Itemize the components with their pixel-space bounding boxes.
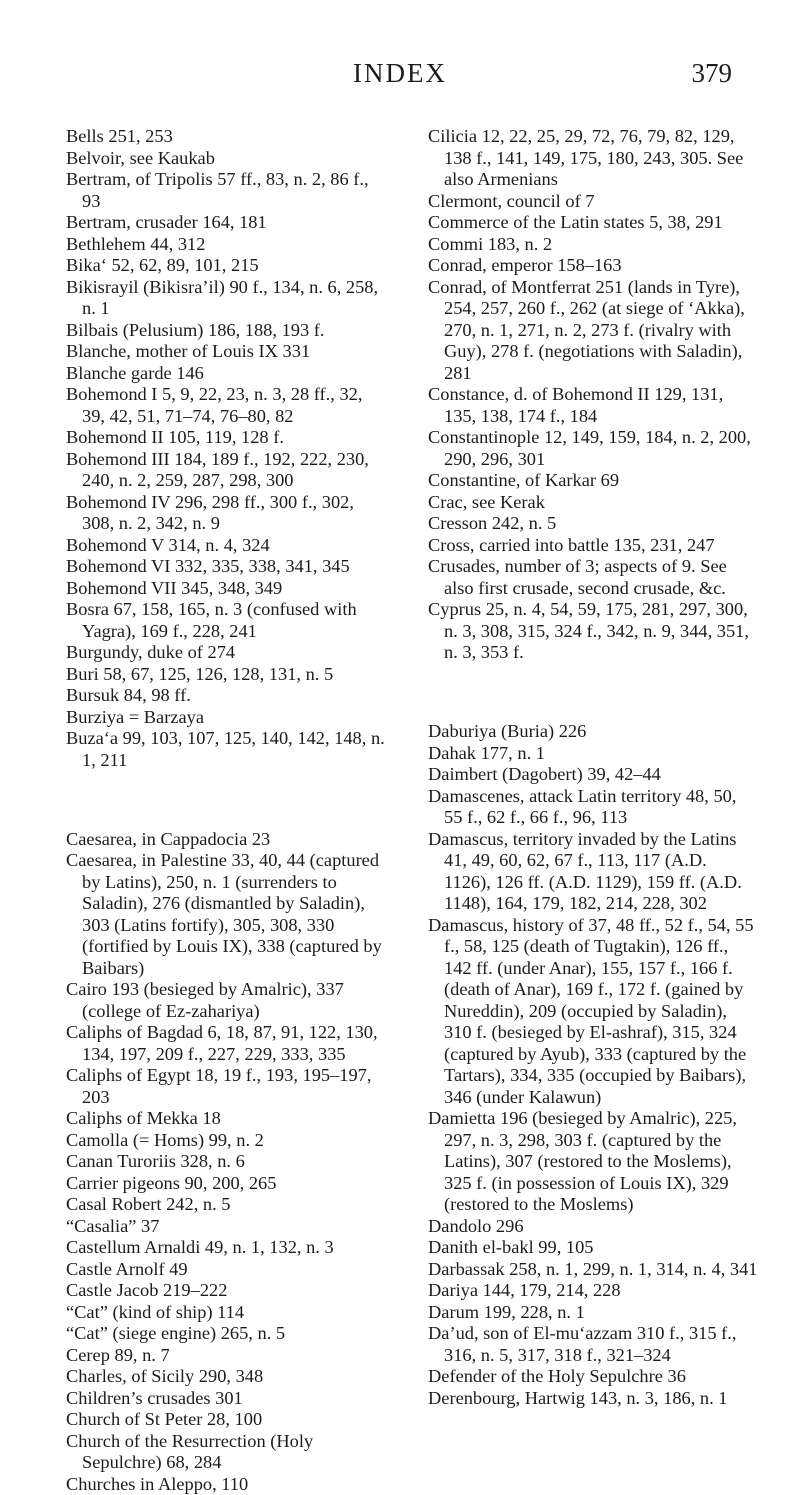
index-entry: Constantine, of Karkar 69 [428, 470, 620, 490]
index-entry: Bohemond IV 296, 298 ff., 300 f., 302, 308, n. 2, 342, n. 9 [66, 491, 354, 533]
index-entry: Cyprus 25, n. 4, 54, 59, 175, 281, 297, 300, n. 3, 308, 315, 324 f., 342, n. 9, 344, 351, n. 3, 353 f. [428, 599, 749, 662]
page-number: 379 [691, 58, 732, 88]
index-entry: Bohemond II 105, 119, 128 f. [66, 427, 284, 447]
index-heading: INDEX [353, 58, 447, 88]
index-entry: Bikisrayil (Bikisra’il) 90 f., 134, n. 6, 258, n. 1 [66, 276, 379, 318]
index-entry: Caliphs of Mekka 18 [66, 1108, 221, 1129]
index-entry: Blanche, mother of Louis IX 331 [66, 341, 311, 361]
index-entry: Crac, see Kerak [428, 491, 545, 512]
index-entry: Bika‘ 52, 62, 89, 101, 215 [66, 255, 259, 275]
index-entry: Canan Turoriis 328, n. 6 [66, 1151, 245, 1172]
index-entry: Buri 58, 67, 125, 126, 128, 131, n. 5 [66, 663, 334, 684]
index-entry: Damascus, history of 37, 48 ff., 52 f., 54, 55 f., 58, 125 (death of Tugtakin), 126 ff., 142 ff. (under Anar), 155, 157 f., 166 f. (death of Anar), 169 f., 172 f. (gained by Nureddin), 209 (occupied by Saladin), 310 f. (besieged by El-ashraf), 315, 324 (captured by Ayub), 333 (captured by the Tartars), 334, 335 (occupied by Baibars), 346 (under Kalawun) [428, 914, 754, 1107]
index-entry: Clermont, council of 7 [428, 190, 595, 211]
index-entry: Caesarea, in Palestine 33, 40, 44 (captured by Latins), 250, n. 1 (surrenders to Saladin), 276 (dismantled by Saladin), 303 (Latins fortify), 305, 308, 330 (fortified by Louis IX), 338 (captured by Baibars) [66, 850, 382, 978]
index-entry: Danith el-bakl 99, 105 [428, 1237, 594, 1258]
index-entry: Castellum Arnaldi 49, n. 1, 132, n. 3 [66, 1237, 334, 1258]
index-entry: Cilicia 12, 22, 25, 29, 72, 76, 79, 82, 129, 138 f., 141, 149, 175, 180, 243, 305. See also Armenians [428, 126, 744, 189]
index-entry: Buza‘a 99, 103, 107, 125, 140, 142, 148, n. 1, 211 [66, 728, 385, 770]
index-entry: Children’s crusades 301 [66, 1387, 243, 1408]
index-entry: Bohemond V 314, n. 4, 324 [66, 534, 270, 555]
index-entry: Da’ud, son of El-mu‘azzam 310 f., 315 f., 316, n. 5, 317, 318 f., 321–324 [428, 1323, 737, 1365]
index-entry: Churches in Aleppo, 110 [66, 1473, 249, 1494]
index-entry: Bohemond III 184, 189 f., 192, 222, 230, 240, n. 2, 259, 287, 298, 300 [66, 448, 369, 490]
index-entry: Belvoir, see Kaukab [66, 147, 215, 168]
index-entry: Bosra 67, 158, 165, n. 3 (confused with Yagra), 169 f., 228, 241 [66, 599, 357, 641]
index-entry: Charles, of Sicily 290, 348 [66, 1366, 264, 1387]
index-entry: Bethlehem 44, 312 [66, 233, 206, 254]
index-entry: Bells 251, 253 [66, 126, 173, 146]
index-entry: “Cat” (siege engine) 265, n. 5 [66, 1323, 286, 1344]
index-entry: Darbassak 258, n. 1, 299, n. 1, 314, n. 4, 341 [428, 1258, 758, 1279]
index-entry: Cairo 193 (besieged by Amalric), 337 (college of Ez-zahariya) [66, 979, 344, 1021]
index-entry: Bilbais (Pelusium) 186, 188, 193 f. [66, 319, 325, 340]
index-entry: Bertram, crusader 164, 181 [66, 212, 267, 232]
index-entry: Constantinople 12, 149, 159, 184, n. 2, 200, 290, 296, 301 [428, 427, 751, 469]
index-entry: Bertram, of Tripolis 57 ff., 83, n. 2, 86 f., 93 [66, 169, 369, 211]
index-entry: Caliphs of Bagdad 6, 18, 87, 91, 122, 130, 134, 197, 209 f., 227, 229, 333, 335 [66, 1022, 378, 1064]
index-entry: Defender of the Holy Sepulchre 36 [428, 1366, 686, 1387]
letter-section-gap [428, 682, 758, 703]
index-entry: Constance, d. of Bohemond II 129, 131, 135, 138, 174 f., 184 [428, 384, 724, 426]
index-entry: Dahak 177, n. 1 [428, 742, 545, 763]
index-entry: Bursuk 84, 98 ff. [66, 685, 191, 705]
index-entry: Bohemond VI 332, 335, 338, 341, 345 [66, 556, 350, 576]
index-entry: Cross, carried into battle 135, 231, 247 [428, 534, 715, 555]
index-column-left [66, 126, 388, 1495]
index-entry: Crusades, number of 3; aspects of 9. See also first crusade, second crusade, &c. [428, 556, 727, 598]
index-entry: Commi 183, n. 2 [428, 233, 553, 254]
index-entry: Church of the Resurrection (Holy Sepulchre) 68, 284 [66, 1430, 314, 1473]
index-entry: Darum 199, 228, n. 1 [428, 1301, 585, 1322]
index-entry: “Casalia” 37 [66, 1215, 160, 1236]
page-header [0, 58, 800, 98]
index-entry: Daburiya (Buria) 226 [428, 721, 587, 742]
index-column-right [428, 126, 758, 1409]
index-entry: Church of St Peter 28, 100 [66, 1409, 263, 1430]
index-entry: Castle Jacob 219–222 [66, 1280, 228, 1301]
index-entry: Casal Robert 242, n. 5 [66, 1194, 231, 1215]
index-entry: Damascenes, attack Latin territory 48, 50, 55 f., 62 f., 66 f., 96, 113 [428, 785, 737, 828]
index-entry: Daimbert (Dagobert) 39, 42–44 [428, 764, 661, 785]
index-entry: Cerep 89, n. 7 [66, 1344, 170, 1365]
index-entry: “Cat” (kind of ship) 114 [66, 1301, 245, 1322]
index-entry: Commerce of the Latin states 5, 38, 291 [428, 212, 723, 232]
index-entry: Burgundy, duke of 274 [66, 642, 236, 662]
index-entry: Derenbourg, Hartwig 143, n. 3, 186, n. 1 [428, 1387, 728, 1408]
index-entry: Carrier pigeons 90, 200, 265 [66, 1172, 277, 1193]
index-entry: Castle Arnolf 49 [66, 1258, 188, 1279]
index-entry: Burziya = Barzaya [66, 706, 205, 727]
index-entry: Conrad, emperor 158–163 [428, 255, 622, 275]
index-entry: Dandolo 296 [428, 1215, 524, 1236]
index-entry: Dariya 144, 179, 214, 228 [428, 1280, 621, 1301]
index-entry: Caliphs of Egypt 18, 19 f., 193, 195–197, 203 [66, 1065, 372, 1107]
index-entry: Camolla (= Homs) 99, n. 2 [66, 1129, 264, 1150]
index-entry: Damascus, territory invaded by the Latins 41, 49, 60, 62, 67 f., 113, 117 (A.D. 1126), 126 ff. (A.D. 1129), 159 ff. (A.D. 1148), 164, 179, 182, 214, 228, 302 [428, 828, 742, 914]
index-entry: Cresson 242, n. 5 [428, 513, 557, 533]
index-entry: Caesarea, in Cappadocia 23 [66, 828, 271, 849]
index-entry: Conrad, of Montferrat 251 (lands in Tyre), 254, 257, 260 f., 262 (at siege of ‘Akka), 270, n. 1, 271, n. 2, 273 f. (rivalry with Guy), 278 f. (negotiations with Saladin), 281 [428, 276, 745, 383]
letter-section-gap [66, 789, 388, 810]
index-entry: Damietta 196 (besieged by Amalric), 225, 297, n. 3, 298, 303 f. (captured by the Latins), 307 (restored to the Moslems), 325 f. (in possession of Louis IX), 329 (restored to the Moslems) [428, 1108, 737, 1215]
index-entry: Bohemond VII 345, 348, 349 [66, 577, 283, 598]
index-entry: Blanche garde 146 [66, 362, 204, 383]
index-entry: Bohemond I 5, 9, 22, 23, n. 3, 28 ff., 32, 39, 42, 51, 71–74, 76–80, 82 [66, 384, 363, 426]
